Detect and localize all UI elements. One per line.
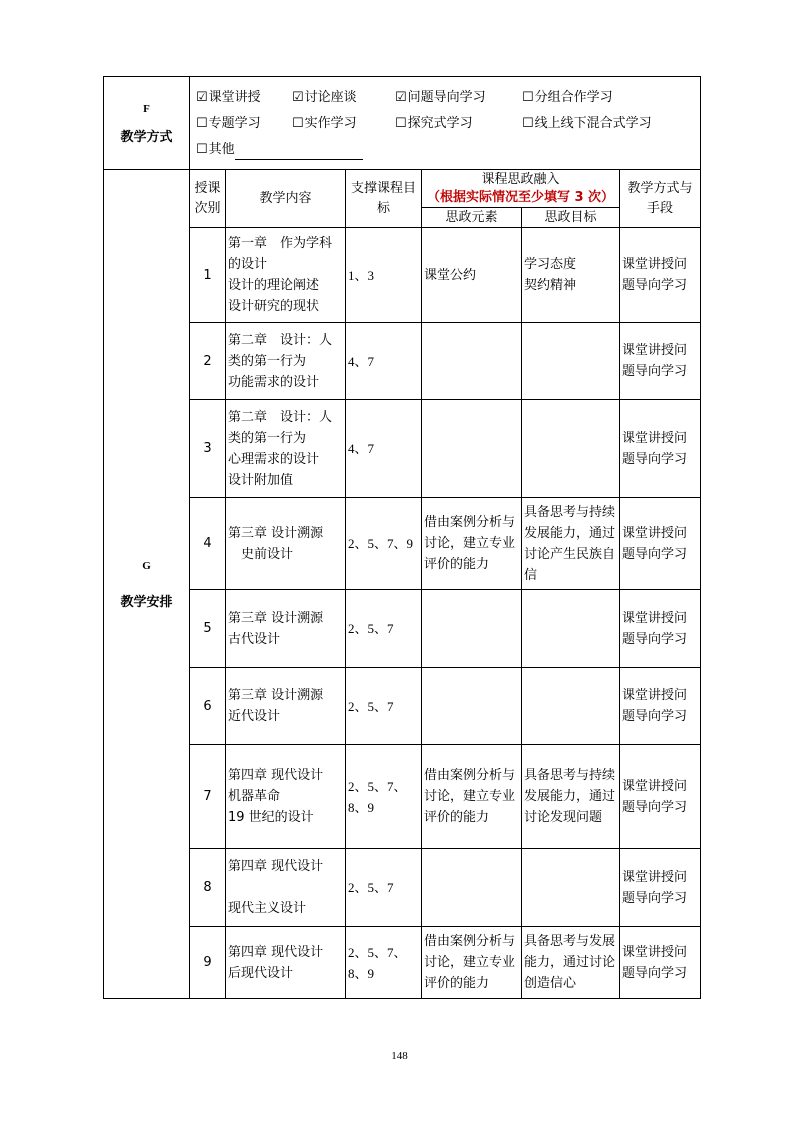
goals-cell: 4、7 <box>346 323 422 400</box>
content-line: 第四章 现代设计 <box>228 859 324 874</box>
element-cell: 借由案例分析与讨论，建立专业评价的能力 <box>422 745 522 849</box>
checkbox-unchecked-icon: ☐ <box>196 141 208 157</box>
teaching-plan-table <box>103 76 701 999</box>
checkbox-unchecked-icon: ☐ <box>395 115 407 131</box>
session-number: 4 <box>190 498 226 590</box>
element-cell: 借由案例分析与讨论，建立专业评价的能力 <box>422 927 522 999</box>
option-label: 讨论座谈 <box>304 89 357 105</box>
method-cell: 课堂讲授问题导向学习 <box>620 498 701 590</box>
content-line: 古代设计 <box>228 631 281 647</box>
target-cell <box>522 849 620 927</box>
target-cell <box>522 400 620 498</box>
content-cell <box>226 849 346 927</box>
method-option[interactable] <box>196 87 292 108</box>
option-label: 实作学习 <box>304 115 357 131</box>
session-number: 8 <box>190 849 226 927</box>
option-label: 专题学习 <box>208 115 261 131</box>
content-line: 19 世纪的设计 <box>228 810 314 825</box>
content-line: 设计研究的现状 <box>228 299 320 314</box>
goals-cell: 4、7 <box>346 400 422 498</box>
option-label: 课堂讲授 <box>208 89 261 105</box>
other-blank-line[interactable] <box>235 141 363 160</box>
method-option-other[interactable] <box>196 139 363 160</box>
target-cell: 具备思考与持续发展能力，通过讨论产生民族自信 <box>522 498 620 590</box>
method-option[interactable] <box>292 87 395 108</box>
content-line: 现代主义设计 <box>228 901 307 916</box>
content-cell <box>226 927 346 999</box>
method-option[interactable] <box>196 113 292 134</box>
table-row <box>104 849 701 927</box>
method-option[interactable] <box>395 87 522 108</box>
section-f-label <box>104 77 190 170</box>
element-cell: 借由案例分析与讨论，建立专业评价的能力 <box>422 498 522 590</box>
goals-cell: 2、5、7、9 <box>346 498 422 590</box>
goals-cell: 1、3 <box>346 228 422 323</box>
content-cell <box>226 668 346 745</box>
page-number: 148 <box>391 1050 408 1062</box>
table-row <box>104 668 701 745</box>
session-number: 3 <box>190 400 226 498</box>
content-line: 后现代设计 <box>228 965 294 981</box>
table-row <box>104 927 701 999</box>
header-row-1 <box>104 170 701 208</box>
element-cell <box>422 668 522 745</box>
checkbox-checked-icon: ☑ <box>395 89 407 105</box>
target-cell <box>522 590 620 668</box>
header-method: 教学方式与手段 <box>620 170 701 228</box>
method-cell: 课堂讲授问题导向学习 <box>620 228 701 323</box>
content-cell <box>226 745 346 849</box>
session-number: 6 <box>190 668 226 745</box>
content-cell <box>226 323 346 400</box>
goals-cell: 2、5、7 <box>346 668 422 745</box>
section-g-name: 教学安排 <box>120 594 173 609</box>
table-row <box>104 323 701 400</box>
header-content: 教学内容 <box>226 170 346 228</box>
goals-cell: 2、5、7 <box>346 590 422 668</box>
option-label: 探究式学习 <box>407 115 473 131</box>
method-cell: 课堂讲授问题导向学习 <box>620 590 701 668</box>
session-number: 9 <box>190 927 226 999</box>
section-f-row <box>104 77 701 170</box>
method-cell: 课堂讲授问题导向学习 <box>620 400 701 498</box>
content-cell <box>226 400 346 498</box>
content-line: 第一章 作为学科的设计 <box>228 236 333 272</box>
target-cell <box>522 668 620 745</box>
content-line: 第四章 现代设计 <box>228 768 324 783</box>
target-cell: 具备思考与持续发展能力，通过讨论发现问题 <box>522 745 620 849</box>
content-line: 机器革命 <box>228 789 281 804</box>
content-cell <box>226 228 346 323</box>
element-cell <box>422 849 522 927</box>
method-option[interactable] <box>522 113 652 134</box>
target-cell: 具备思考与发展能力，通过讨论创造信心 <box>522 927 620 999</box>
goals-cell: 2、5、7、8、9 <box>346 745 422 849</box>
element-cell: 课堂公约 <box>422 228 522 323</box>
header-goals: 支撑课程目标 <box>346 170 422 228</box>
method-cell: 课堂讲授问题导向学习 <box>620 668 701 745</box>
checkbox-unchecked-icon: ☐ <box>522 89 534 105</box>
content-line <box>228 877 343 898</box>
option-label: 分组合作学习 <box>534 89 613 105</box>
target-line: 学习态度 <box>524 257 577 272</box>
target-cell <box>522 228 620 323</box>
option-label: 其他 <box>208 141 235 157</box>
session-number: 2 <box>190 323 226 400</box>
content-line: 近代设计 <box>228 709 281 724</box>
teaching-methods <box>190 77 701 170</box>
method-cell: 课堂讲授问题导向学习 <box>620 745 701 849</box>
content-line: 史前设计 <box>228 546 294 562</box>
header-target: 思政目标 <box>522 208 620 228</box>
option-label: 线上线下混合式学习 <box>534 115 652 131</box>
header-ideology-title: 课程思政融入 <box>481 171 560 187</box>
content-line: 第三章 设计溯源 <box>228 610 324 626</box>
content-cell <box>226 590 346 668</box>
header-session: 授课次别 <box>190 170 226 228</box>
content-line: 心理需求的设计 <box>228 451 320 467</box>
header-ideology <box>422 170 620 208</box>
table-row <box>104 590 701 668</box>
element-cell <box>422 400 522 498</box>
method-option[interactable] <box>292 113 395 134</box>
method-option[interactable] <box>395 113 522 134</box>
content-line: 设计的理论阐述 <box>228 278 320 293</box>
table-row <box>104 400 701 498</box>
table-row <box>104 228 701 323</box>
header-ideology-note: （根据实际情况至少填写 3 次） <box>426 189 615 205</box>
target-cell <box>522 323 620 400</box>
table-row <box>104 498 701 590</box>
checkbox-unchecked-icon: ☐ <box>292 115 304 131</box>
section-f-name: 教学方式 <box>120 129 173 144</box>
content-line: 功能需求的设计 <box>228 374 320 390</box>
table-row <box>104 745 701 849</box>
goals-cell: 2、5、7 <box>346 849 422 927</box>
content-line: 第二章 设计：人类的第一行为 <box>228 332 333 369</box>
content-line: 第二章 设计：人类的第一行为 <box>228 409 333 446</box>
method-option[interactable] <box>522 87 613 108</box>
checkbox-checked-icon: ☑ <box>292 89 304 105</box>
method-cell: 课堂讲授问题导向学习 <box>620 849 701 927</box>
method-cell: 课堂讲授问题导向学习 <box>620 927 701 999</box>
target-line: 契约精神 <box>524 278 577 293</box>
checkbox-unchecked-icon: ☐ <box>196 115 208 131</box>
element-cell <box>422 323 522 400</box>
checkbox-unchecked-icon: ☐ <box>522 115 534 131</box>
session-number: 5 <box>190 590 226 668</box>
checkbox-checked-icon: ☑ <box>196 89 208 105</box>
section-g-label <box>104 170 190 999</box>
method-cell: 课堂讲授问题导向学习 <box>620 323 701 400</box>
element-cell <box>422 590 522 668</box>
content-line: 第三章 设计溯源 <box>228 525 324 541</box>
session-number: 1 <box>190 228 226 323</box>
section-f-letter: F <box>143 103 150 115</box>
content-cell <box>226 498 346 590</box>
session-number: 7 <box>190 745 226 849</box>
section-g-letter: G <box>142 560 151 572</box>
option-label: 问题导向学习 <box>407 89 486 105</box>
content-line: 第三章 设计溯源 <box>228 688 324 703</box>
content-line: 第四章 现代设计 <box>228 944 324 960</box>
header-element: 思政元素 <box>422 208 522 228</box>
goals-cell: 2、5、7、8、9 <box>346 927 422 999</box>
content-line: 设计附加值 <box>228 472 294 488</box>
